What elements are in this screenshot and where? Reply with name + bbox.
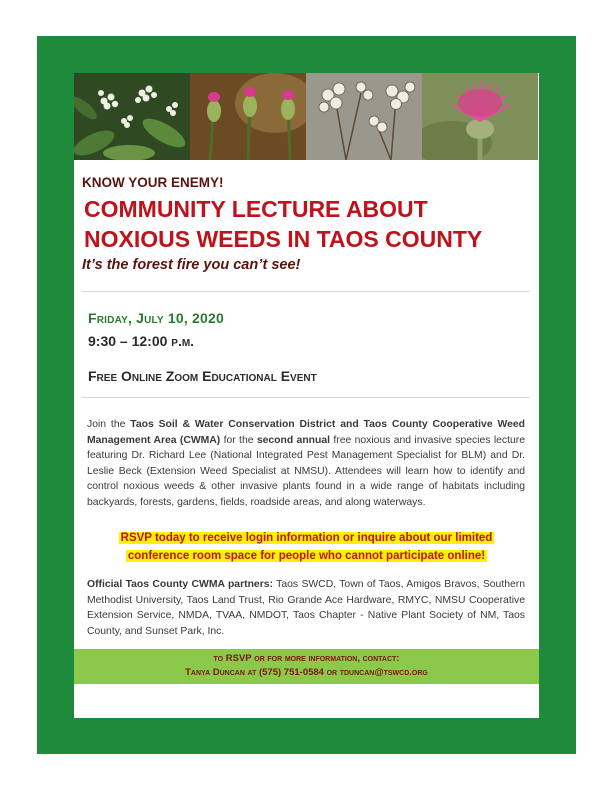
partners-paragraph — [87, 577, 525, 639]
partners-list: Taos SWCD, Town of Taos, Amigos Bravos, Southern Methodist University, Taos Land Trust, Rio Grande Ace Hardware, RMYC, NMSU Cooperative Extension Service, NMDA, TVAA, NMDOT, Taos Chapter - Native Plant Society of NM, Taos County, and Sunset Park, Inc. — [87, 579, 526, 637]
contact-bar — [74, 649, 539, 684]
description-text: Join the — [87, 419, 131, 430]
description-organizers: Taos Soil & Water Conservation District and Taos County Cooperative Weed Management Area (CWMA) — [87, 419, 525, 446]
description-text: for the — [220, 434, 257, 446]
divider — [82, 397, 530, 398]
rsvp-line-1: RSVP today to receive login information or inquire about our limited — [120, 532, 493, 544]
contact-line-2: Tanya Duncan at (575) 751-0584 or tduncan@tswcd.org — [185, 667, 428, 678]
contact-rsvp: RSVP — [225, 653, 252, 664]
weed-photo-strip — [74, 73, 539, 160]
contact-text: to — [213, 653, 226, 664]
event-time: 9:30 – 12:00 p.m. — [88, 333, 195, 349]
rsvp-line-2: conference room space for people who cannot participate online! — [127, 550, 486, 562]
weed-photo-thistle — [422, 73, 538, 160]
event-date: Friday, July 10, 2020 — [88, 310, 224, 326]
contact-line-1 — [74, 652, 539, 666]
description-text: free noxious and invasive species lecture featuring Dr. Richard Lee (National Integrated Pest Management Specialist for BLM) and Dr. Leslie Beck (Extension Weed Specialist at NMSU). Attendees will learn how to identify and control noxious weeds & other invasive plants found in a wide range of habitats including backyards, forests, gardens, fields, roadside areas, and along waterways. — [87, 434, 526, 508]
contact-text: or for more information, contact: — [251, 653, 400, 664]
flyer-content — [74, 73, 539, 718]
rsvp-callout — [74, 529, 539, 565]
description-emphasis: second annual — [256, 434, 331, 446]
kicker-heading: KNOW YOUR ENEMY! — [82, 175, 224, 190]
weed-photo-white-spheres — [306, 73, 422, 160]
tagline: It’s the forest fire you can’t see! — [82, 257, 301, 273]
event-type: Free Online Zoom Educational Event — [88, 368, 317, 384]
title-line-2: NOXIOUS WEEDS IN TAOS COUNTY — [84, 226, 483, 252]
page-title — [84, 194, 534, 254]
title-line-1: COMMUNITY LECTURE ABOUT — [84, 196, 428, 222]
weed-photo-pink-tips — [190, 73, 306, 160]
event-description — [87, 417, 525, 510]
divider — [82, 291, 530, 292]
weed-photo-white-clusters — [74, 73, 190, 160]
partners-label: Official Taos County CWMA partners: — [87, 579, 273, 590]
